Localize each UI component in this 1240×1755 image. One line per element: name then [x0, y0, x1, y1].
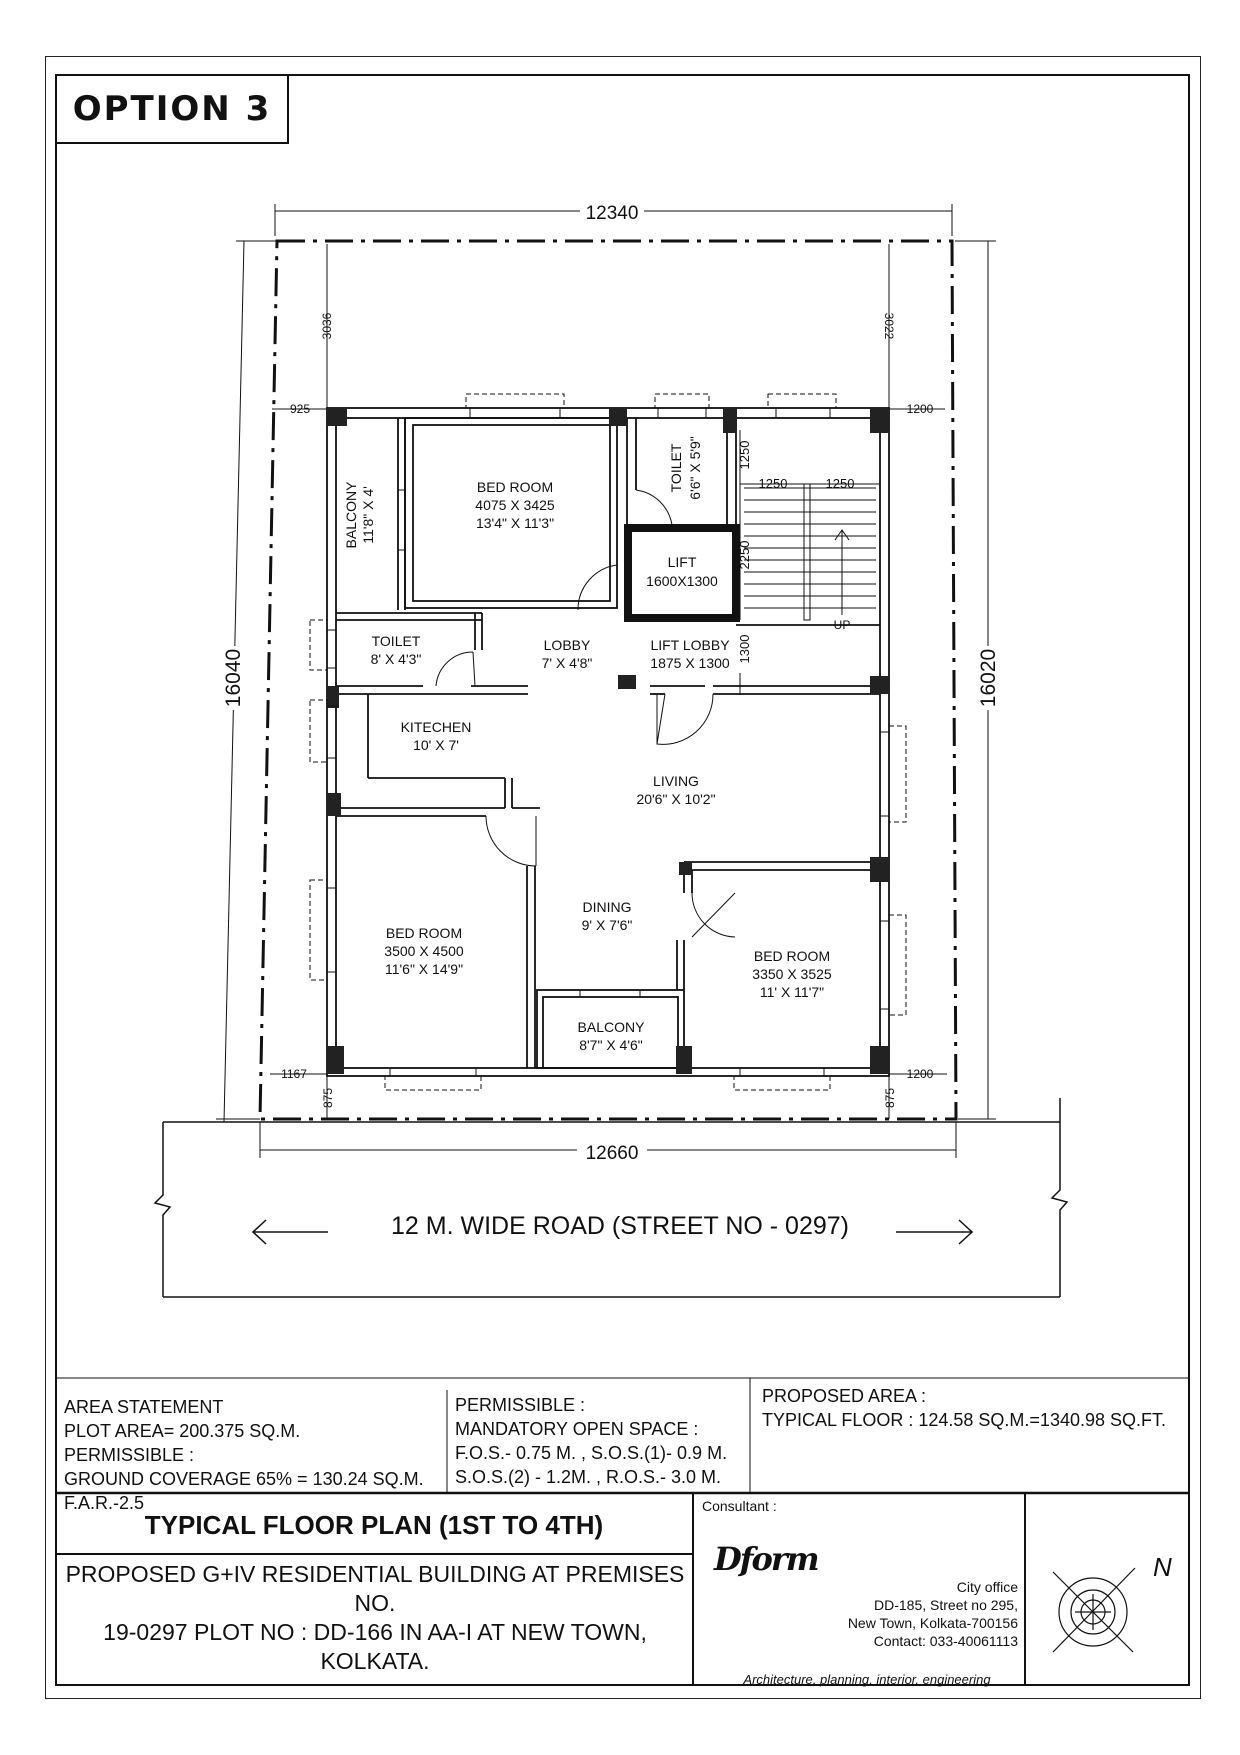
- bed2-mm: 3500 X 4500: [384, 943, 464, 959]
- living-size: 20'6" X 10'2": [636, 791, 716, 807]
- permissible-line: S.O.S.(2) - 1.2M. , R.O.S.- 3.0 M.: [455, 1467, 722, 1487]
- project-line: PROPOSED G+IV RESIDENTIAL BUILDING AT PREMISES NO.: [65, 1561, 685, 1616]
- dim-top-width: 12340: [585, 203, 639, 224]
- dim-stair-w2: 1250: [825, 476, 855, 491]
- toilet-left-name: TOILET: [371, 633, 421, 649]
- permissible-line: MANDATORY OPEN SPACE :: [455, 1419, 699, 1439]
- dim-rear-left: 875: [321, 1087, 335, 1109]
- drawing-title: TYPICAL FLOOR PLAN (1ST TO 4TH): [144, 1509, 604, 1540]
- lift-lobby-name: LIFT LOBBY: [650, 637, 730, 653]
- dim-bottom-right-offset: 1200: [906, 1067, 934, 1081]
- road-band: [155, 1098, 1067, 1297]
- project-line: KOLKATA.: [320, 1648, 430, 1674]
- consultant-label: Consultant :: [702, 1498, 777, 1514]
- area-statement-col2: [455, 1393, 727, 1489]
- dining-size: 9' X 7'6": [581, 917, 633, 933]
- bed2-name: BED ROOM: [385, 925, 463, 941]
- kitchen-name: KITECHEN: [400, 719, 472, 735]
- dim-bottom-width: 12660: [585, 1143, 639, 1164]
- office-address: [800, 1578, 1018, 1650]
- area-statement-line: F.A.R.-2.5: [64, 1493, 145, 1513]
- lift-size: 1600X1300: [646, 573, 718, 589]
- staircase: [744, 484, 876, 620]
- bed2-ft: 11'6" X 14'9": [384, 961, 464, 977]
- balcony-bottom-name: BALCONY: [577, 1019, 645, 1035]
- lift-name: LIFT: [667, 554, 697, 570]
- consultant-logo: Dform: [714, 1540, 818, 1578]
- toilet-left-size: 8' X 4'3": [370, 651, 422, 667]
- balcony-top-name: BALCONY: [343, 481, 359, 549]
- dim-stair-v1: 1250: [737, 440, 752, 470]
- permissible-line: F.O.S.- 0.75 M. , S.O.S.(1)- 0.9 M.: [455, 1443, 728, 1463]
- bed3-name: BED ROOM: [753, 948, 831, 964]
- dim-stair-v2: 2250: [737, 540, 752, 570]
- road-label: 12 M. WIDE ROAD (STREET NO - 0297): [391, 1212, 849, 1240]
- proposed-area-line: PROPOSED AREA :: [762, 1386, 927, 1406]
- proposed-area-line: TYPICAL FLOOR : 124.58 SQ.M.=1340.98 SQ.FT.: [762, 1410, 1167, 1430]
- dim-top-right-offset: 1200: [906, 402, 934, 416]
- north-label: N: [1153, 1552, 1172, 1582]
- consultant-tagline: Architecture, planning, interior, engineering: [743, 1672, 991, 1687]
- dim-rear-right: 875: [883, 1087, 897, 1109]
- option-label: OPTION 3: [55, 74, 289, 144]
- bed1-mm: 4075 X 3425: [475, 497, 555, 513]
- dim-front-left: 3036: [320, 312, 334, 340]
- dim-right-depth: 16020: [977, 648, 1000, 708]
- toilet-top-name: TOILET: [668, 443, 684, 493]
- office-line: New Town, Kolkata-700156: [847, 1615, 1018, 1631]
- area-statement-col3: [762, 1384, 1166, 1432]
- area-statement-line: PLOT AREA= 200.375 SQ.M.: [64, 1421, 301, 1441]
- area-statement-line: AREA STATEMENT: [64, 1397, 224, 1417]
- project-line: 19-0297 PLOT NO : DD-166 IN AA-I AT NEW TOWN,: [103, 1619, 647, 1645]
- bed1-ft: 13'4" X 11'3": [475, 515, 555, 531]
- plot-boundary: [260, 241, 956, 1119]
- dining-name: DINING: [582, 899, 632, 915]
- room-labels: [343, 436, 850, 1053]
- lift-lobby-size: 1875 X 1300: [650, 655, 730, 671]
- stair-up-label: UP: [833, 618, 851, 632]
- dim-left-depth: 16040: [222, 648, 245, 708]
- kitchen-size: 10' X 7': [413, 737, 459, 753]
- office-line: DD-185, Street no 295,: [874, 1597, 1018, 1613]
- office-line: City office: [956, 1579, 1018, 1595]
- dim-top-left-offset: 925: [289, 402, 311, 416]
- bed3-ft: 11' X 11'7": [759, 984, 825, 1000]
- permissible-line: PERMISSIBLE :: [455, 1395, 586, 1415]
- bed1-name: BED ROOM: [476, 479, 554, 495]
- balcony-bottom-size: 8'7" X 4'6": [579, 1037, 643, 1053]
- bed3-mm: 3350 X 3525: [752, 966, 832, 982]
- dim-lift-lobby-v: 1300: [737, 634, 752, 664]
- dim-front-right: 3022: [882, 312, 896, 340]
- lobby-name: LOBBY: [543, 637, 591, 653]
- area-statement-line: GROUND COVERAGE 65% = 130.24 SQ.M.: [64, 1469, 424, 1489]
- dim-stair-w1: 1250: [758, 476, 788, 491]
- area-statement-line: PERMISSIBLE :: [64, 1445, 195, 1465]
- balcony-top-size: 11'8" X 4': [360, 486, 376, 544]
- dim-bottom-left-offset: 1167: [281, 1067, 307, 1081]
- project-description: [60, 1560, 690, 1676]
- toilet-top-size: 6'6" X 5'9": [687, 436, 703, 500]
- north-arrow-icon: [1053, 1568, 1135, 1652]
- living-name: LIVING: [653, 773, 699, 789]
- lobby-size: 7' X 4'8": [541, 655, 593, 671]
- office-line: Contact: 033-40061113: [873, 1633, 1018, 1649]
